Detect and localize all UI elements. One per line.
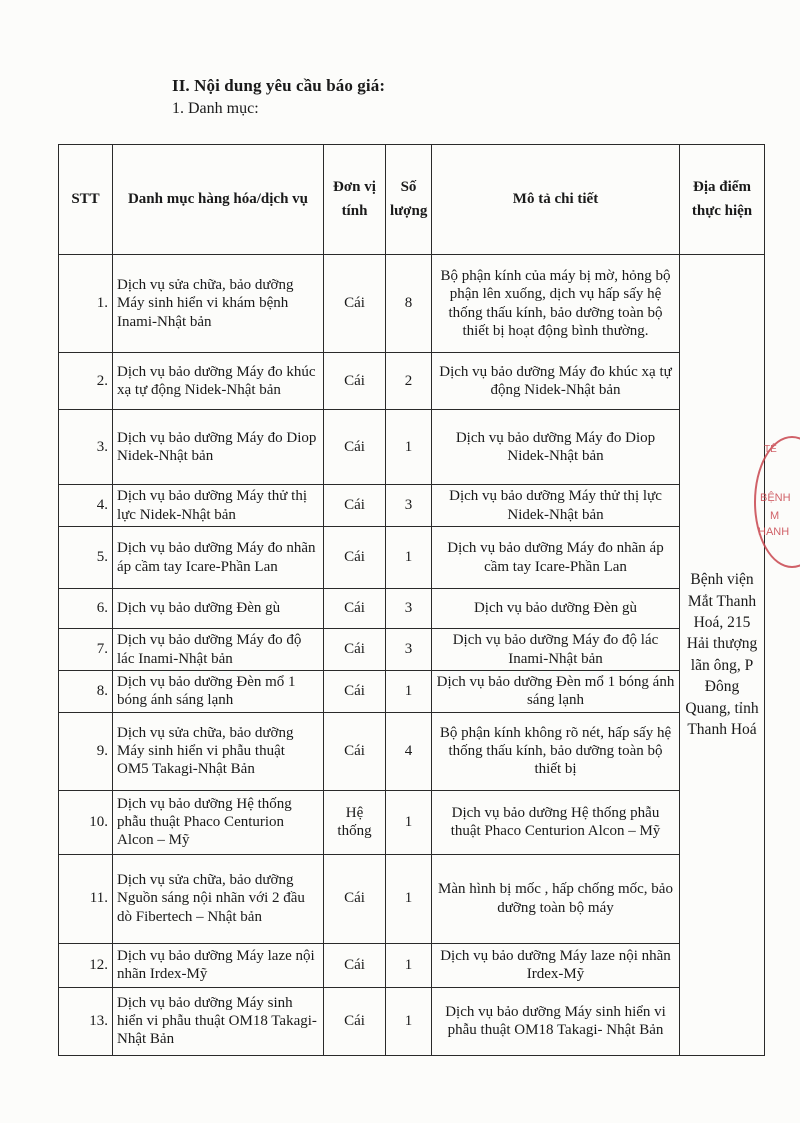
row-stt: 1. xyxy=(59,255,113,353)
section-heading: II. Nội dung yêu cầu báo giá: xyxy=(172,76,386,95)
table-row xyxy=(59,987,765,1055)
row-unit: Cái xyxy=(324,527,386,589)
row-name: Dịch vụ bảo dưỡng Máy đo khúc xạ tự động Nidek-Nhật bản xyxy=(113,353,324,410)
row-qty: 1 xyxy=(386,790,432,854)
row-desc: Dịch vụ bảo dưỡng Máy sinh hiển vi phẫu thuật OM18 Takagi- Nhật Bản xyxy=(432,987,680,1055)
row-qty: 1 xyxy=(386,410,432,485)
row-qty: 2 xyxy=(386,353,432,410)
row-stt: 7. xyxy=(59,629,113,671)
row-name: Dịch vụ bảo dưỡng Máy đo Diop Nidek-Nhật bản xyxy=(113,410,324,485)
row-unit: Cái xyxy=(324,854,386,943)
stamp-text: BỆNH xyxy=(760,492,791,504)
stamp-text: HANH xyxy=(758,526,790,538)
table-row xyxy=(59,712,765,790)
table-row xyxy=(59,790,765,854)
row-name: Dịch vụ bảo dưỡng Máy đo nhãn áp cầm tay Icare-Phần Lan xyxy=(113,527,324,589)
row-desc: Màn hình bị mốc , hấp chống mốc, bảo dưỡng toàn bộ máy xyxy=(432,854,680,943)
table-row xyxy=(59,527,765,589)
row-unit: Cái xyxy=(324,671,386,713)
row-unit: Cái xyxy=(324,943,386,987)
row-name: Dịch vụ bảo dưỡng Đèn gù xyxy=(113,589,324,629)
row-name: Dịch vụ bảo dưỡng Máy đo độ lác Inami-Nhật bản xyxy=(113,629,324,671)
row-desc: Dịch vụ bảo dưỡng Máy đo Diop Nidek-Nhật bản xyxy=(432,410,680,485)
row-name: Dịch vụ sửa chữa, bảo dưỡng Nguồn sáng nội nhãn với 2 đầu dò Fibertech – Nhật bản xyxy=(113,854,324,943)
row-unit: Cái xyxy=(324,712,386,790)
row-unit: Cái xyxy=(324,353,386,410)
row-qty: 1 xyxy=(386,671,432,713)
row-qty: 1 xyxy=(386,987,432,1055)
row-stt: 4. xyxy=(59,485,113,527)
table-row xyxy=(59,255,765,353)
row-stt: 12. xyxy=(59,943,113,987)
row-stt: 6. xyxy=(59,589,113,629)
row-qty: 1 xyxy=(386,854,432,943)
row-desc: Bộ phận kính của máy bị mờ, hỏng bộ phận lên xuống, dịch vụ hấp sấy hệ thống thấu kính, bảo dưỡng toàn bộ thiết bị hoạt động bình thường. xyxy=(432,255,680,353)
row-qty: 3 xyxy=(386,485,432,527)
row-unit: Hệ thống xyxy=(324,790,386,854)
stamp-text: M xyxy=(770,510,780,522)
row-unit: Cái xyxy=(324,589,386,629)
row-qty: 4 xyxy=(386,712,432,790)
row-desc: Dịch vụ bảo dưỡng Máy laze nội nhãn Irdex-Mỹ xyxy=(432,943,680,987)
row-desc: Dịch vụ bảo dưỡng Hệ thống phẫu thuật Phaco Centurion Alcon – Mỹ xyxy=(432,790,680,854)
row-name: Dịch vụ bảo dưỡng Máy thử thị lực Nidek-Nhật bản xyxy=(113,485,324,527)
table-row xyxy=(59,629,765,671)
row-stt: 2. xyxy=(59,353,113,410)
table-row xyxy=(59,485,765,527)
row-desc: Dịch vụ bảo dưỡng Đèn gù xyxy=(432,589,680,629)
row-stt: 11. xyxy=(59,854,113,943)
row-qty: 3 xyxy=(386,589,432,629)
row-qty: 3 xyxy=(386,629,432,671)
row-name: Dịch vụ bảo dưỡng Hệ thống phẫu thuật Phaco Centurion Alcon – Mỹ xyxy=(113,790,324,854)
row-qty: 1 xyxy=(386,527,432,589)
header-stt: STT xyxy=(59,145,113,255)
table-row xyxy=(59,854,765,943)
section-subheading: 1. Danh mục: xyxy=(172,100,259,117)
table-row xyxy=(59,589,765,629)
header-location: Địa điểm thực hiện xyxy=(680,145,765,255)
row-stt: 5. xyxy=(59,527,113,589)
row-unit: Cái xyxy=(324,410,386,485)
row-stt: 3. xyxy=(59,410,113,485)
row-desc: Dịch vụ bảo dưỡng Máy thử thị lực Nidek-Nhật bản xyxy=(432,485,680,527)
header-unit: Đơn vị tính xyxy=(324,145,386,255)
row-name: Dịch vụ bảo dưỡng Máy sinh hiển vi phẫu thuật OM18 Takagi- Nhật Bản xyxy=(113,987,324,1055)
row-qty: 1 xyxy=(386,943,432,987)
table-header-row xyxy=(59,145,765,255)
row-stt: 10. xyxy=(59,790,113,854)
table-row xyxy=(59,943,765,987)
header-qty: Số lượng xyxy=(386,145,432,255)
row-stt: 9. xyxy=(59,712,113,790)
row-desc: Bộ phận kính không rõ nét, hấp sấy hệ thống thấu kính, bảo dưỡng toàn bộ thiết bị xyxy=(432,712,680,790)
row-desc: Dịch vụ bảo dưỡng Máy đo nhãn áp cầm tay Icare-Phần Lan xyxy=(432,527,680,589)
row-unit: Cái xyxy=(324,485,386,527)
header-name: Danh mục hàng hóa/dịch vụ xyxy=(113,145,324,255)
row-unit: Cái xyxy=(324,629,386,671)
table-row xyxy=(59,671,765,713)
row-stt: 8. xyxy=(59,671,113,713)
row-desc: Dịch vụ bảo dưỡng Đèn mổ 1 bóng ánh sáng lạnh xyxy=(432,671,680,713)
service-list-table xyxy=(58,144,765,1056)
row-desc: Dịch vụ bảo dưỡng Máy đo độ lác Inami-Nhật bản xyxy=(432,629,680,671)
stamp-text: TẾ xyxy=(764,444,777,455)
row-name: Dịch vụ sửa chữa, bảo dưỡng Máy sinh hiển vi khám bệnh Inami-Nhật bản xyxy=(113,255,324,353)
location-cell: Bệnh viện Mắt Thanh Hoá, 215 Hải thượng lãn ông, P Đông Quang, tỉnh Thanh Hoá xyxy=(680,255,765,1056)
row-name: Dịch vụ bảo dưỡng Máy laze nội nhãn Irdex-Mỹ xyxy=(113,943,324,987)
row-name: Dịch vụ bảo dưỡng Đèn mổ 1 bóng ánh sáng lạnh xyxy=(113,671,324,713)
table-row xyxy=(59,353,765,410)
row-desc: Dịch vụ bảo dưỡng Máy đo khúc xạ tự động Nidek-Nhật bản xyxy=(432,353,680,410)
row-unit: Cái xyxy=(324,255,386,353)
row-name: Dịch vụ sửa chữa, bảo dưỡng Máy sinh hiển vi phẫu thuật OM5 Takagi-Nhật Bản xyxy=(113,712,324,790)
header-desc: Mô tả chi tiết xyxy=(432,145,680,255)
row-qty: 8 xyxy=(386,255,432,353)
row-unit: Cái xyxy=(324,987,386,1055)
table-row xyxy=(59,410,765,485)
row-stt: 13. xyxy=(59,987,113,1055)
